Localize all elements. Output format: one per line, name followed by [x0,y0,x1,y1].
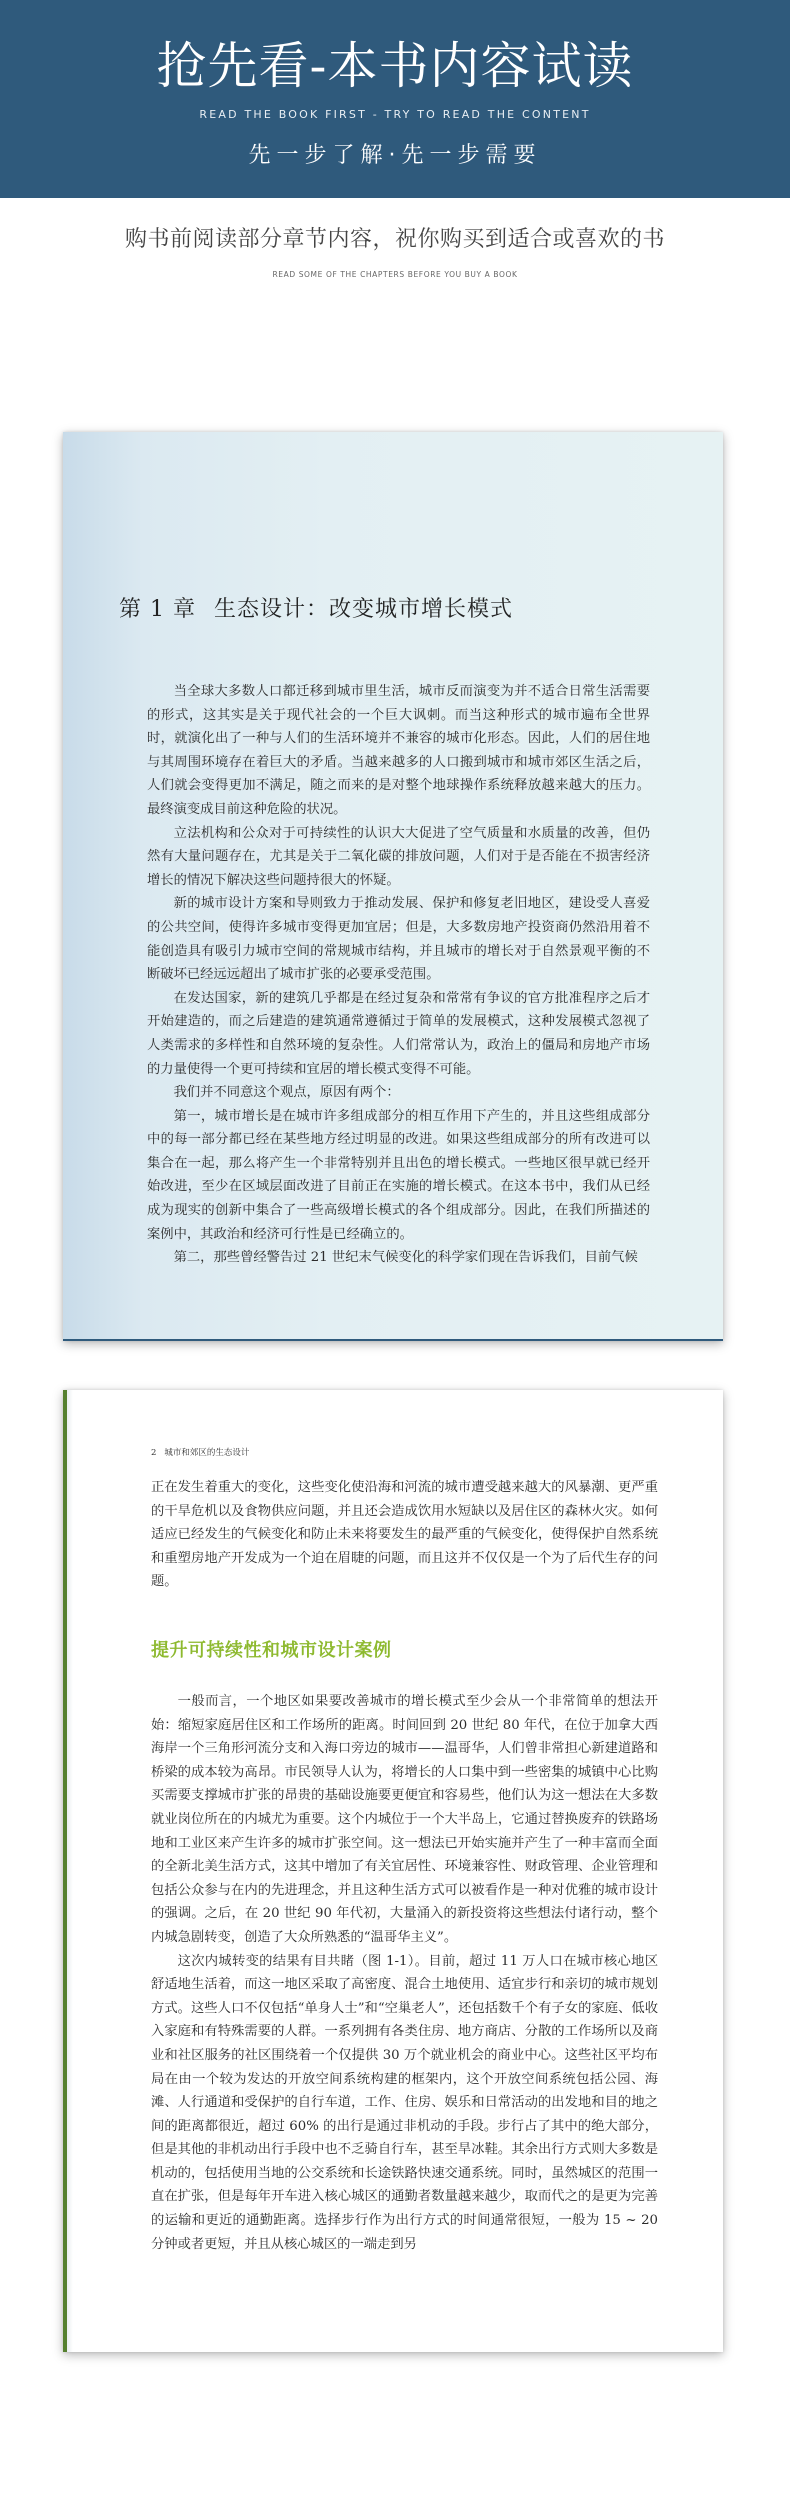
chapter-title-text: 生态设计：改变城市增长模式 [213,597,513,622]
paragraph: 立法机构和公众对于可持续性的认识大大促进了空气质量和水质量的改善，但仍然有大量问题存在，尤其是关于二氧化碳的排放问题，人们对于是否能在不损害经济增长的情况下解决这些问题持很大的怀疑。 [147,825,650,888]
page-number: 2 [151,1448,157,1458]
paragraph: 第一，城市增长是在城市许多组成部分的相互作用下产生的，并且这些组成部分中的每一部分都已经在某些地方经过明显的改进。如果这些组成部分的所有改进可以集合在一起，那么将产生一个非常特别并且出色的增长模式。一些地区很早就已经开始改进，至少在区域层面改进了目前正在实施的增长模式。在这本书中，我们从已经成为现实的创新中集合了一些高级增长模式的各个组成部分。因此，在我们所描述的案例中，其政治和经济可行性是已经确立的。 [147,1108,650,1242]
banner-slogan: 先一步了解·先一步需要 [248,143,542,168]
page2-body [151,1690,658,2256]
paragraph: 新的城市设计方案和导则致力于推动发展、保护和修复老旧地区，建设受人喜爱的公共空间，使得许多城市变得更加宜居；但是，大多数房地产投资商仍然沿用着不能创造具有吸引力城市空间的常规城市结构，并且城市的增长对于自然景观平衡的不断破坏已经远远超出了城市扩张的必要承受范围。 [147,896,650,983]
book-page-1 [63,432,723,1341]
section-heading: 提升可持续性和城市设计案例 [151,1640,392,1661]
paragraph: 在发达国家，新的建筑几乎都是在经过复杂和常常有争议的官方批准程序之后才开始建造的，而之后建造的建筑通常遵循过于简单的发展模式，这种发展模式忽视了人类需求的多样性和自然环境的复杂性。人们常常认为，政治上的僵局和房地产市场的力量使得一个更可持续和宜居的增长模式变得不可能。 [147,990,650,1077]
page1-body [147,680,650,1270]
page-edge [67,1390,73,2352]
banner-subtitle-en: READ THE BOOK FIRST - TRY TO READ THE CONTENT [199,108,591,121]
chapter-number: 第 1 章 [119,597,196,622]
paragraph: 正在发生着重大的变化，这些变化使沿海和河流的城市遭受越来越大的风暴潮、更严重的干旱危机以及食物供应问题，并且还会造成饮用水短缺以及居住区的森林火灾。如何适应已经发生的气候变化和防止未来将要发生的最严重的气候变化，使得保护自然系统和重塑房地产开发成为一个迫在眉睫的问题，而且这并不仅仅是一个为了后代生存的问题。 [151,1480,658,1590]
page2-continued-text [151,1476,658,1594]
paragraph: 当全球大多数人口都迁移到城市里生活，城市反而演变为并不适合日常生活需要的形式，这其实是关于现代社会的一个巨大讽刺。而当这种形式的城市遍布全世界时，就演化出了一种与人们的生活环境并不兼容的城市化形态。因此，人们的居住地与其周围环境存在着巨大的矛盾。当越来越多的人口搬到城市和城市郊区生活之后，人们就会变得更加不满足，随之而来的是对整个地球操作系统释放越来越大的压力。最终演变成目前这种危险的状况。 [147,684,650,817]
preview-banner [0,0,790,198]
intro-text-en: READ SOME OF THE CHAPTERS BEFORE YOU BUY A BOOK [272,270,518,279]
running-head-title: 城市和郊区的生态设计 [164,1448,250,1458]
chapter-title [119,592,513,623]
paragraph: 一般而言，一个地区如果要改善城市的增长模式至少会从一个非常简单的想法开始：缩短家庭居住区和工作场所的距离。时间回到 20 世纪 80 年代，在位于加拿大西海岸一个三角形河流分支和入海口旁边的城市——温哥华，人们曾非常担心新建道路和桥梁的成本较为高昂。市民领导人认为，将增长的人口集中到一些密集的城镇中心比购买需要支撑城市扩张的昂贵的基础设施要更便宜和容易些，他们认为这一想法在大多数就业岗位所在的内城尤为重要。这个内城位于一个大半岛上，它通过替换废弃的铁路场地和工业区来产生许多的城市扩张空间。这一想法已开始实施并产生了一种丰富而全面的全新北美生活方式，这其中增加了有关宜居性、环境兼容性、财政管理、企业管理和包括公众参与在内的先进理念，并且这种生活方式可以被看作是一种对优雅的城市设计的强调。之后，在 20 世纪 90 年代初，大量涌入的新投资将这些想法付诸行动，整个内城急剧转变，创造了大众所熟悉的“温哥华主义”。 [151,1694,658,1945]
intro-text-cn: 购书前阅读部分章节内容，祝你购买到适合或喜欢的书 [124,227,665,252]
paragraph: 第二，那些曾经警告过 21 世纪末气候变化的科学家们现在告诉我们，目前气候 [173,1250,638,1266]
banner-title: 抢先看-本书内容试读 [156,37,634,95]
paragraph: 这次内城转变的结果有目共睹（图 1-1）。目前，超过 11 万人口在城市核心地区舒适地生活着，而这一地区采取了高密度、混合土地使用、适宜步行和亲切的城市规划方式。这些人口不仅包括“单身人士”和“空巢老人”，还包括数千个有子女的家庭、低收入家庭和有特殊需要的人群。一系列拥有各类住房、地方商店、分散的工作场所以及商业和社区服务的社区围绕着一个仅提供 30 万个就业机会的商业中心。这些社区平均布局在由一个较为发达的开放空间系统构建的框架内，这个开放空间系统包括公园、海滩、人行通道和受保护的自行车道，工作、住房、娱乐和日常活动的出发地和目的地之间的距离都很近，超过 60% 的出行是通过非机动的手段。步行占了其中的绝大部分，但是其他的非机动出行手段中也不乏骑自行车，甚至旱冰鞋。其余出行方式则大多数是机动的，包括使用当地的公交系统和长途铁路快速交通系统。同时，虽然城区的范围一直在扩张，但是每年开车进入核心城区的通勤者数量越来越少，取而代之的是更为完善的运输和更近的通勤距离。选择步行作为出行方式的时间通常很短，一般为 15 ~ 20 分钟或者更短，并且从核心城区的一端走到另 [151,1953,658,2252]
book-page-2 [63,1390,723,2352]
paragraph: 我们并不同意这个观点，原因有两个： [173,1085,400,1101]
running-head [151,1446,249,1458]
